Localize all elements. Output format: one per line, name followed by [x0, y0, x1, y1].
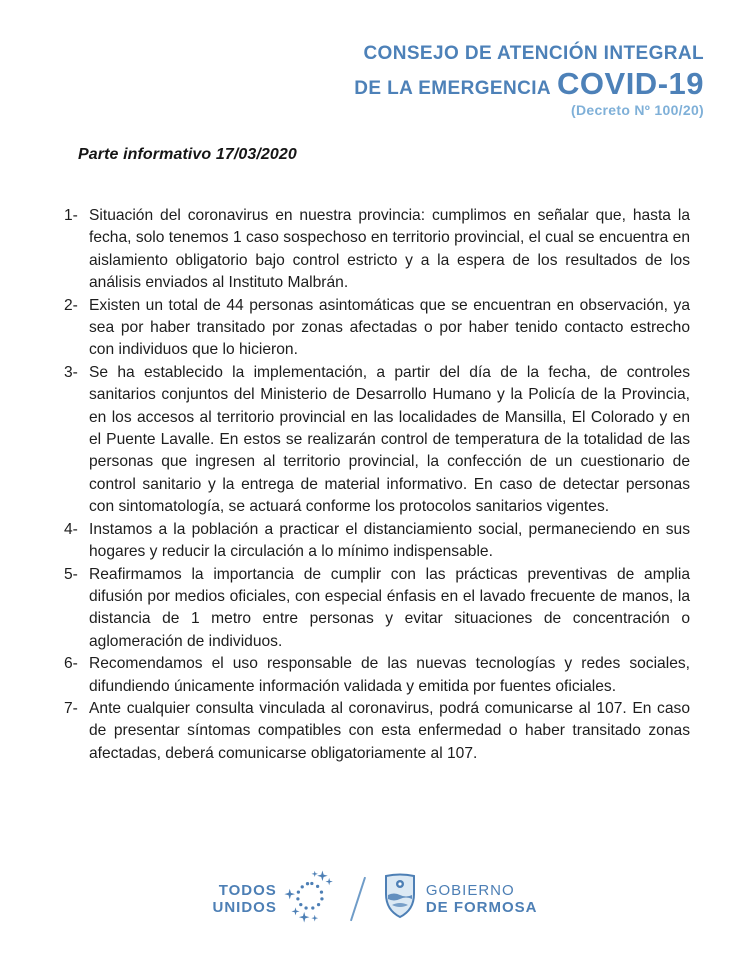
item-number: 4-: [64, 520, 78, 538]
header-brand: [354, 44, 704, 118]
bulletin-list: [64, 205, 690, 765]
item-number: 3-: [64, 363, 78, 381]
todos-line1: TODOS: [218, 881, 277, 899]
item-text: Recomendamos el uso responsable de las nuevas tecnologías y redes sociales, difundiendo únicamente información validada y emitida por fuentes oficiales.: [89, 655, 690, 695]
header-line2: [354, 67, 704, 101]
todos-unidos-text: [212, 882, 276, 916]
item-text: Instamos a la población a practicar el distanciamiento social, permaneciendo en sus hogares y reducir la circulación a lo mínimo indispensable.: [89, 520, 690, 561]
sparkle-circle-icon: [283, 868, 333, 929]
header-line1: CONSEJO DE ATENCIÓN INTEGRAL: [363, 43, 704, 64]
item-text: Ante cualquier consulta vinculada al coronavirus, podrá comunicarse al 107. En caso de presentar síntomas compatibles con esta enfermedad o haber transitado zonas afectadas, deberá comunicarse obligatoriamente al 107.: [89, 699, 690, 762]
todos-unidos-logo: [212, 868, 332, 929]
item-text: Existen un total de 44 personas asintomáticas que se encuentran en observación, ya sea por haber transitado por zonas afectadas o por haber tenido contacto estrecho con individuos que lo hicieron.: [89, 296, 690, 359]
header-line2-prefix: DE LA EMERGENCIA: [354, 77, 552, 99]
list-item: [64, 698, 690, 765]
item-number: 5-: [64, 565, 78, 583]
item-number: 7-: [64, 699, 78, 717]
gobierno-formosa-logo: [383, 873, 538, 924]
gobierno-formosa-text: [426, 882, 538, 916]
header-decree: (Decreto Nº 100/20): [571, 101, 704, 118]
list-item: [64, 295, 690, 362]
todos-line2: UNIDOS: [212, 898, 277, 916]
gobierno-line1: GOBIERNO: [425, 881, 515, 899]
header-covid-text: COVID-19: [557, 65, 704, 101]
list-item: [64, 653, 690, 698]
date-line: Parte informativo 17/03/2020: [78, 146, 297, 163]
list-item: [64, 564, 690, 654]
item-number: 2-: [64, 296, 78, 314]
footer-logos: [0, 868, 750, 929]
item-text: Reafirmamos la importancia de cumplir con las prácticas preventivas de amplia difusión por medios oficiales, con especial énfasis en el lavado frecuente de manos, la distancia de 1 metro entre personas y evitar situaciones de concentración o aglomeración de individuos.: [89, 565, 690, 650]
list-item: [64, 362, 690, 519]
item-text: Situación del coronavirus en nuestra provincia: cumplimos en señalar que, hasta la fecha, solo tenemos 1 caso sospechoso en territorio provincial, el cual se encuentra en aislamiento obligatorio bajo control estricto y a la espera de los resultados de los análisis enviados al Instituto Malbrán.: [89, 207, 690, 292]
list-item: [64, 205, 690, 295]
formosa-crest-icon: [383, 873, 417, 924]
divider-slash: [350, 876, 366, 920]
list-item: [64, 519, 690, 564]
item-text: Se ha establecido la implementación, a partir del día de la fecha, de controles sanitarios conjuntos del Ministerio de Desarrollo Humano y la Policía de la Provincia, en los accesos al territorio provincial en las localidades de Mansilla, El Colorado y en el Puente Lavalle. En estos se realizarán control de temperatura de la totalidad de las personas que ingresen al territorio provincial, la confección de un cuestionario de control sanitario y la entrega de material informativo. En caso de detectar personas con sintomatología, se actuará conforme los protocolos sanitarios vigentes.: [89, 363, 690, 516]
item-number: 6-: [64, 655, 78, 673]
item-number: 1-: [64, 207, 78, 224]
gobierno-line2: DE FORMOSA: [425, 898, 538, 916]
